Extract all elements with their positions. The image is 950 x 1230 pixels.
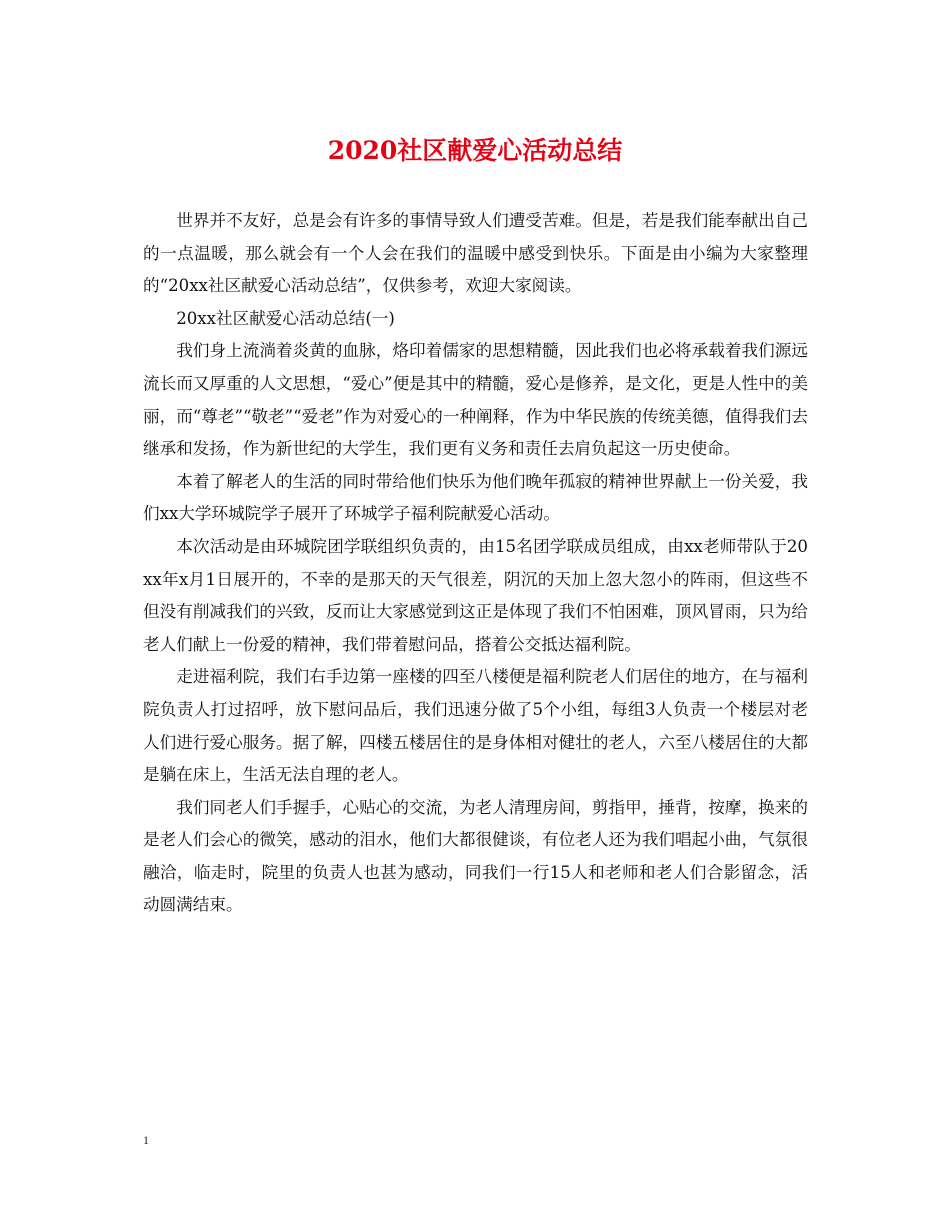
paragraph-5: 我们同老人们手握手，心贴心的交流，为老人清理房间，剪指甲，捶背，按摩，换来的是老人们会心的微笑，感动的泪水，他们大都很健谈，有位老人还为我们唱起小曲，气氛很融洽，临走时，院里的负责人也甚为感动，同我们一行15人和老师和老人们合影留念，活动圆满结束。 [143,797,808,915]
paragraph-1: 我们身上流淌着炎黄的血脉，烙印着儒家的思想精髓，因此我们也必将承载着我们源远流长而又厚重的人文思想，“爱心”便是其中的精髓，爱心是修养，是文化，更是人性中的美丽，而“尊老”“敬老”“爱老”作为对爱心的一种阐释，作为中华民族的传统美德，值得我们去继承和发扬，作为新世纪的大学生，我们更有义务和责任去肩负起这一历史使命。 [143,341,808,459]
paragraph-2: 本着了解老人的生活的同时带给他们快乐为他们晚年孤寂的精神世界献上一份关爱，我们xx大学环城院学子展开了环城学子福利院献爱心活动。 [143,471,808,524]
paragraph-3: 本次活动是由环城院团学联组织负责的，由15名团学联成员组成，由xx老师带队于20xx年x月1日展开的，不幸的是那天的天气很差，阴沉的天加上忽大忽小的阵雨，但这些不但没有削减我们的兴致，反而让大家感觉到这正是体现了我们不怕困难，顶风冒雨，只为给老人们献上一份爱的精神，我们带着慰问品，搭着公交抵达福利院。 [143,536,808,654]
paragraph-4: 走进福利院，我们右手边第一座楼的四至八楼便是福利院老人们居住的地方，在与福利院负责人打过招呼，放下慰问品后，我们迅速分做了5个小组，每组3人负责一个楼层对老人们进行爱心服务。据了解，四楼五楼居住的是身体相对健壮的老人，六至八楼居住的大都是躺在床上，生活无法自理的老人。 [143,667,808,785]
page-title: 2020社区献爱心活动总结 [327,136,623,165]
document-body [143,205,808,922]
paragraph-intro: 世界并不友好，总是会有许多的事情导致人们遭受苦难。但是，若是我们能奉献出自己的一点温暖，那么就会有一个人会在我们的温暖中感受到快乐。下面是由小编为大家整理的“20xx社区献爱心活动总结”，仅供参考，欢迎大家阅读。 [143,211,808,296]
page-number: 1 [143,1133,149,1147]
section-heading: 20xx社区献爱心活动总结(一) [176,308,395,328]
